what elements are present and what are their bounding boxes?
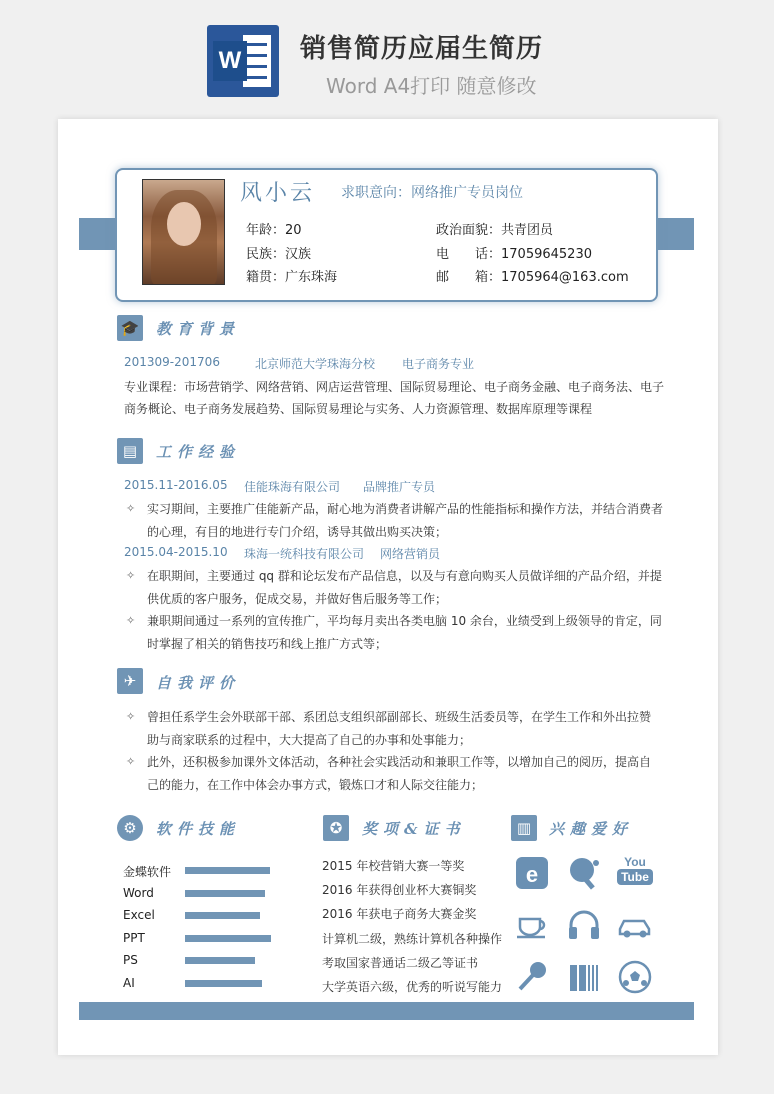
- profile-politics: 政治面貌：共青团员: [436, 223, 554, 238]
- profile-ethnicity: 民族：汉族: [246, 247, 312, 262]
- award-item: 考取国家普通话二级乙等证书: [322, 956, 479, 970]
- profile-hometown: 籍贯：广东珠海: [246, 270, 338, 285]
- profile-email: 邮 箱：1705964@163.com: [436, 270, 629, 285]
- skill-label: PS: [123, 953, 138, 968]
- profile-age: 年龄：20: [246, 223, 302, 238]
- education-title: 教育背景: [156, 320, 241, 338]
- youtube-icon: You Tube: [617, 855, 653, 891]
- car-icon: [617, 907, 653, 943]
- top-right-band: [658, 218, 694, 250]
- self-eval-line: 此外，还积极参加课外文体活动，各种社会实践活动和兼职工作等，以增加自己的阅历，提高自: [147, 755, 652, 769]
- word-logo-icon: W: [207, 25, 279, 97]
- education-courses-line2: 商务概论、电子商务发展趋势、国际贸易理论与实务、人力资源管理、数据库原理等课程: [124, 402, 593, 416]
- books-shelf-icon: ▥: [511, 815, 537, 841]
- headphones-icon: [566, 907, 602, 943]
- work-title: 工作经验: [156, 443, 241, 461]
- job-item-line: 的心理，有目的地进行专门介绍，诱导其做出购买决策；: [147, 525, 448, 539]
- skill-label: Excel: [123, 908, 155, 923]
- award-item: 2016 年获电子商务大赛金奖: [322, 907, 477, 921]
- award-item: 大学英语六级，优秀的听说写能力: [322, 980, 503, 994]
- job-item-line: 兼职期间通过一系列的宣传推广，平均每月卖出各类电脑 10 余台，业绩受到上级领导的肯定，同: [147, 614, 662, 628]
- books-icon: [566, 959, 602, 995]
- education-period: 201309-201706: [124, 355, 220, 369]
- education-major: 电子商务专业: [402, 357, 475, 371]
- job-item-line: 实习期间，主要推广佳能新产品，耐心地为消费者讲解产品的性能指标和操作方法，并结合消费者: [147, 502, 664, 516]
- skill-level-bar: [185, 957, 255, 964]
- awards-title: 奖项&证书: [362, 820, 466, 838]
- page-header: [0, 0, 774, 118]
- skill-label: Word: [123, 885, 154, 900]
- bullet-icon: ✧: [126, 569, 136, 582]
- job-item-line: 在职期间，主要通过 qq 群和论坛发布产品信息，以及与有意向购买人员做详细的产品介绍，并提: [147, 569, 662, 583]
- profile-photo: [142, 179, 225, 285]
- award-item: 2016 年获得创业杯大赛铜奖: [322, 883, 477, 897]
- microphone-icon: [514, 959, 550, 995]
- ping-pong-icon: [566, 855, 602, 891]
- skill-level-bar: [185, 912, 260, 919]
- job-intent: 求职意向：网络推广专员岗位: [341, 185, 523, 201]
- skill-level-bar: [185, 935, 271, 942]
- education-courses-line1: 专业课程：市场营销学、网络营销、网店运营管理、国际贸易理论、电子商务金融、电子商务法、电子: [124, 380, 665, 394]
- self-eval-line: 曾担任系学生会外联部干部、系团总支组织部副部长、班级生活委员等，在学生工作和外出拉赞: [147, 710, 652, 724]
- bottom-band: [79, 1002, 694, 1020]
- graduation-cap-icon: 🎓: [117, 315, 143, 341]
- job-period: 2015.04-2015.10: [124, 545, 228, 559]
- bullet-icon: ✧: [126, 710, 136, 723]
- job-role: 网络营销员: [380, 547, 441, 561]
- profile-phone: 电 话：17059645230: [436, 247, 592, 262]
- job-company: 珠海一统科技有限公司: [244, 547, 365, 561]
- header-title: 销售简历应届生简历: [300, 34, 544, 64]
- skills-title: 软件技能: [156, 820, 241, 838]
- job-period: 2015.11-2016.05: [124, 478, 228, 492]
- self-eval-line: 己的能力，在工作中体会办事方式，锻炼口才和人际交往能力；: [147, 778, 484, 792]
- award-item: 计算机二级，熟练计算机各种操作: [322, 932, 503, 946]
- football-icon: [617, 959, 653, 995]
- header-subtitle: Word A4打印 随意修改: [326, 74, 537, 98]
- award-item: 2015 年校营销大赛一等奖: [322, 859, 465, 873]
- medal-icon: ✪: [323, 815, 349, 841]
- profile-name: 风小云: [240, 181, 316, 206]
- skill-level-bar: [185, 867, 270, 874]
- paper-plane-icon: ✈: [117, 668, 143, 694]
- svg-text:e: e: [525, 862, 539, 887]
- skill-label: AI: [123, 976, 135, 990]
- skill-label: PPT: [123, 930, 145, 945]
- top-left-band: [79, 218, 115, 250]
- hobbies-title: 兴趣爱好: [549, 820, 634, 838]
- gear-person-icon: ⚙: [117, 815, 143, 841]
- skill-level-bar: [185, 890, 265, 897]
- job-company: 佳能珠海有限公司: [244, 480, 341, 494]
- self-eval-title: 自我评价: [156, 674, 241, 692]
- bullet-icon: ✧: [126, 502, 136, 515]
- skill-level-bar: [185, 980, 262, 987]
- self-eval-line: 助与商家联系的过程中，大大提高了自己的办事和处事能力；: [147, 733, 472, 747]
- bullet-icon: ✧: [126, 614, 136, 627]
- education-school: 北京师范大学珠海分校: [255, 357, 376, 371]
- ie-icon: [514, 855, 550, 891]
- skill-label: 金蝶软件: [123, 865, 172, 879]
- job-role: 品牌推广专员: [363, 480, 436, 494]
- job-item-line: 供优质的客户服务，促成交易，并做好售后服务等工作；: [147, 592, 448, 606]
- briefcase-icon: ▤: [117, 438, 143, 464]
- bullet-icon: ✧: [126, 755, 136, 768]
- coffee-icon: [514, 907, 550, 943]
- job-item-line: 时掌握了相关的销售技巧和线上推广方式等；: [147, 637, 388, 651]
